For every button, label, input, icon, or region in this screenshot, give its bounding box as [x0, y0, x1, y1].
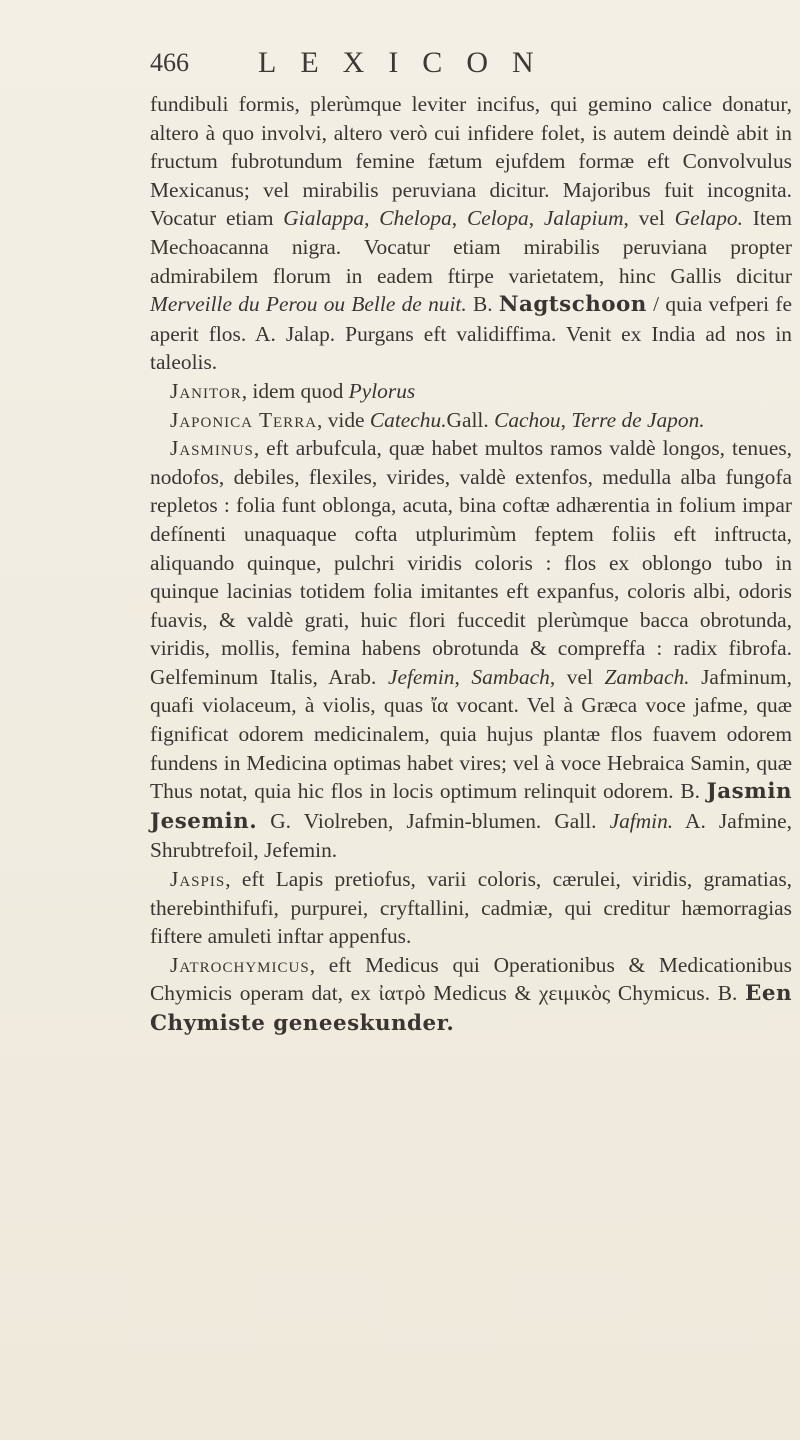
text-run: A. Jafmine, Shrubtrefoil, Jefemin.: [150, 808, 792, 863]
text-run: Jafminum, quafi violaceum, à violis, quas ἴα vocant. Vel à Græca voce jafme, quæ fignificat odorem medicinalem, quia hujus plantæ flos fuavem odorem fundens in Medicina optimas habet vires; vel à voce Hebraica Samin, quæ Thus notat, quia hic flos in locis optimum relinquit odorem. B.: [150, 664, 792, 804]
blackletter-term: Nagtschoon: [498, 292, 647, 318]
text-run: fundibuli formis, plerùmque leviter incifus, qui gemino calice donatur, altero à quo involvi, altero verò cui infidere folet, is autem deindè abit in fructum fubrotundum femine fætum ejufdem formæ eft Convolvulus Mexicanus; vel mirabilis peruviana dicitur. Majoribus fuit incognita. Vocatur etiam: [150, 92, 792, 231]
text-run: / quia vefperi fe aperit flos. A. Jalap. Purgans eft validiffima. Venit ex India ad nos in taleolis.: [150, 292, 792, 375]
italic-term: Zambach.: [604, 664, 690, 689]
italic-term: Sambach: [471, 664, 550, 689]
italic-term: Celopa: [466, 206, 529, 231]
italic-term: Cachou: [494, 407, 561, 432]
text-run: ,: [451, 206, 467, 231]
text-run: , vide: [317, 407, 370, 432]
italic-term: Chelopa: [379, 206, 452, 231]
blackletter-term: Jasmin: [706, 779, 792, 805]
text-run: ,: [560, 407, 572, 432]
text-run: , eft arbufcula, quæ habet multos ramos valdè longos, tenues, nodofos, debiles, flexiles, virides, valdè extenfos, medulla alba fungofa repletos : folia funt oblonga, acuta, bina coftæ adhærentia in folium impar defínenti unaquaque cofta utplurimùm feptem foliis eft inftructa, aliquando quinque, pulchri viridis coloris : flos ex oblongo tubo in quinque lacinias totidem folia imitantes eft expanfus, coloris albi, odoris fuavis, & valdè grati, huic flori fuccedit plerùmque bacca obrotunda, viridis, mollis, femina habens obrotunda & compreffa : radix fibrofa. Gelfeminum Italis, Arab.: [150, 436, 792, 689]
entry-headword: Jatrochymicus: [170, 952, 310, 977]
entry-headword: Jaspis: [170, 867, 226, 892]
text-run: , eft Medicus qui Operationibus & Medicationibus Chymicis operam dat, ex ἰατρὸ Medicus & χειμικὸς Chymicus. B.: [150, 952, 792, 1006]
running-head: LEXICON: [258, 46, 558, 79]
italic-term: Jefemin: [387, 664, 455, 689]
text-run: , idem quod: [241, 378, 349, 403]
entry-janitor: [150, 377, 792, 406]
paragraph-continued: [150, 90, 792, 377]
text-run: , vel: [623, 206, 675, 231]
blackletter-term: Een Chymiste geneeskunder.: [150, 981, 792, 1036]
text-run: Gall.: [446, 407, 495, 432]
entry-jatrochymicus: [150, 951, 792, 1039]
italic-term: Jalapium: [543, 206, 624, 231]
text-run: Item Mechoacanna nigra. Vocatur etiam mirabilis peruviana propter admirabilem florum in eadem ftirpe varietatem, hinc Gallis dicitur: [150, 206, 793, 288]
text-run: ,: [528, 206, 544, 231]
italic-term: Jafmin.: [609, 808, 674, 833]
italic-term: Catechu.: [369, 407, 447, 432]
text-run: ,: [364, 206, 380, 231]
text-run: , eft Lapis pretiofus, varii coloris, cærulei, viridis, gramatias, therebinthifufi, purpurei, cryftallini, cadmiæ, qui creditur hæmorragias fiftere amuleti inftar appenfus.: [150, 867, 792, 949]
italic-term: Gialappa: [283, 206, 365, 231]
page-header: [150, 44, 670, 84]
entry-jasminus: [150, 434, 792, 865]
italic-term: Terre de Japon.: [571, 407, 705, 432]
entry-jaspis: [150, 865, 792, 951]
entry-headword: Janitor: [170, 378, 242, 403]
text-run: B.: [466, 292, 499, 317]
italic-term: Pylorus: [348, 378, 416, 403]
entry-headword: Japonica Terra: [170, 407, 318, 432]
text-run: , vel: [549, 664, 605, 689]
text-run: G. Violreben, Jafmin-blumen. Gall.: [257, 808, 610, 833]
entry-japonica-terra: [150, 406, 792, 435]
italic-term: Merveille du Perou ou Belle de nuit.: [150, 292, 467, 317]
body-text: [150, 90, 792, 1039]
page-number: 466: [150, 48, 189, 77]
italic-term: Gelapo.: [674, 206, 743, 231]
entry-headword: Jasminus: [170, 436, 254, 461]
blackletter-term: Jesemin.: [150, 808, 258, 834]
text-run: ,: [454, 664, 472, 689]
